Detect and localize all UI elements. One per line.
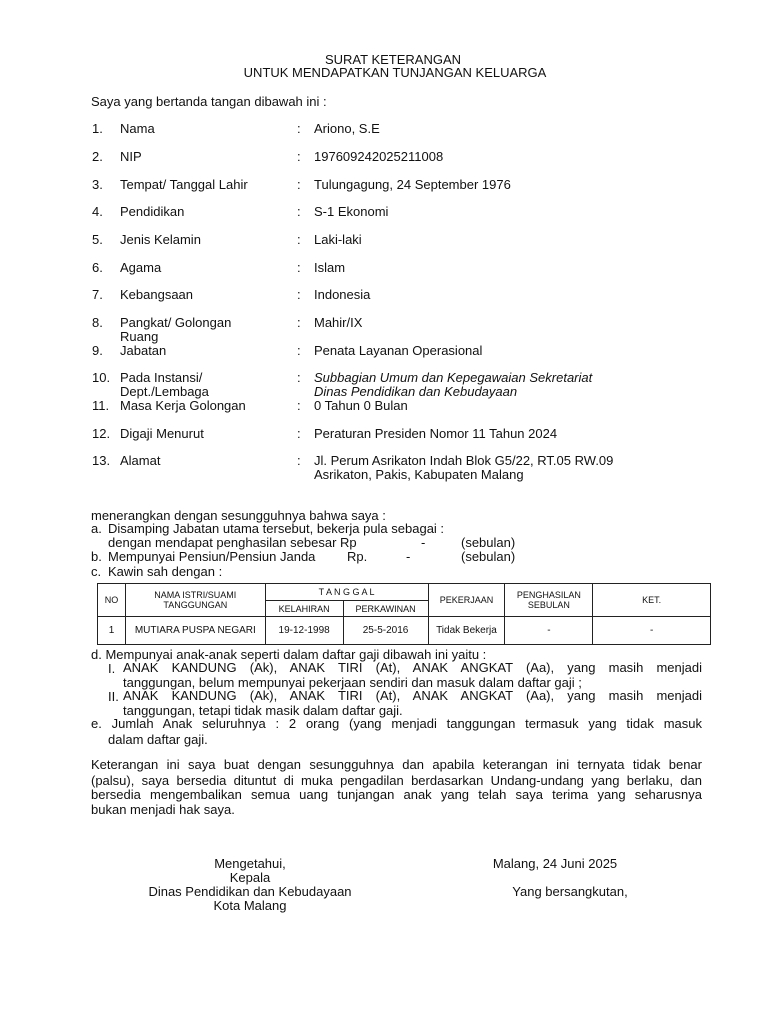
cell-perkawinan: 25-5-2016	[343, 617, 428, 645]
field-value: Subbagian Umum dan Kepegawaian Sekretariat	[314, 370, 593, 385]
field-number: 9.	[92, 343, 103, 358]
field-value: Laki-laki	[314, 232, 362, 247]
menerangkan-text: menerangkan dengan sesungguhnya bahwa saya :	[91, 508, 386, 523]
item-d-i-line2: tanggungan, belum mempunyai pekerjaan sendiri dan masuk dalam daftar gaji ;	[123, 675, 582, 690]
field-colon: :	[297, 177, 301, 192]
field-label: Alamat	[120, 453, 161, 468]
closing-line-2: (palsu), saya bersedia dituntut di muka pengadilan berdasarkan Undang-undang yang berlaku, dan	[91, 773, 702, 788]
field-label: Agama	[120, 260, 162, 275]
title-line-2: UNTUK MENDAPATKAN TUNJANGAN KELUARGA	[243, 65, 547, 80]
sign-right-date: Malang, 24 Juni 2025	[492, 856, 618, 871]
cell-ket: -	[593, 617, 711, 645]
header-penghasilan-line2: SEBULAN	[527, 600, 570, 610]
item-b-text: Mempunyai Pensiun/Pensiun Janda	[108, 549, 316, 564]
field-number: 2.	[92, 149, 103, 164]
field-value: 0 Tahun 0 Bulan	[314, 398, 408, 413]
closing-line-3: bersedia mengembalikan semua uang tunjangan anak yang telah saya terima yang seharusnya	[91, 787, 702, 802]
item-d-text: d. Mempunyai anak-anak seperti dalam daftar gaji dibawah ini yaitu :	[91, 647, 487, 662]
cell-kelahiran: 19-12-1998	[265, 617, 343, 645]
header-pekerjaan: PEKERJAAN	[428, 584, 505, 617]
field-colon: :	[297, 315, 301, 330]
item-a-unit: (sebulan)	[461, 535, 516, 550]
item-d-ii-line1: ANAK KANDUNG (Ak), ANAK TIRI (At), ANAK ANGKAT (Aa), yang masih menjadi	[123, 688, 702, 703]
field-value: S-1 Ekonomi	[314, 204, 389, 219]
cell-no: 1	[98, 617, 126, 645]
closing-line-1: Keterangan ini saya buat dengan sesungguhnya dan apabila keterangan ini ternyata tidak benar	[91, 757, 702, 772]
cell-nama: MUTIARA PUSPA NEGARI	[125, 617, 265, 645]
header-kelahiran: KELAHIRAN	[265, 601, 343, 617]
field-colon: :	[297, 343, 301, 358]
field-label: Pendidikan	[120, 204, 185, 219]
header-perkawinan: PERKAWINAN	[343, 601, 428, 617]
item-c-letter: c.	[91, 564, 102, 579]
field-number: 7.	[92, 287, 103, 302]
field-value: Islam	[314, 260, 346, 275]
header-penghasilan	[505, 584, 593, 617]
field-number: 3.	[92, 177, 103, 192]
header-ket: KET.	[593, 584, 711, 617]
item-b-letter: b.	[91, 549, 102, 564]
field-colon: :	[297, 398, 301, 413]
header-tanggal: T A N G G A L	[265, 584, 428, 601]
field-label: Jabatan	[120, 343, 167, 358]
table-row	[98, 617, 711, 645]
field-value: Penata Layanan Operasional	[314, 343, 483, 358]
item-d-ii-line2: tanggungan, tetapi tidak masik dalam daftar gaji.	[123, 703, 403, 718]
field-number: 13.	[92, 453, 111, 468]
field-colon: :	[297, 204, 301, 219]
field-label: Jenis Kelamin	[120, 232, 201, 247]
item-a-text: Disamping Jabatan utama tersebut, bekerja pula sebagai :	[108, 521, 445, 536]
field-colon: :	[297, 370, 301, 385]
field-colon: :	[297, 426, 301, 441]
cell-pekerjaan: Tidak Bekerja	[428, 617, 505, 645]
field-colon: :	[297, 260, 301, 275]
sign-right-bersangkutan: Yang bersangkutan,	[512, 884, 628, 899]
field-value: Tulungagung, 24 September 1976	[314, 177, 511, 192]
field-value-line2: Asrikaton, Pakis, Kabupaten Malang	[314, 467, 524, 482]
item-b-rp: Rp.	[347, 549, 368, 564]
sign-left-kota: Kota Malang	[213, 898, 287, 913]
field-label: Masa Kerja Golongan	[120, 398, 246, 413]
item-a-dash: -	[421, 535, 426, 550]
field-number: 12.	[92, 426, 111, 441]
field-label-line2: Ruang	[120, 329, 159, 344]
field-colon: :	[297, 121, 301, 136]
header-penghasilan-line1: PENGHASILAN	[516, 590, 581, 600]
item-d-i-num: I.	[108, 661, 116, 676]
field-colon: :	[297, 149, 301, 164]
spouse-table	[97, 583, 711, 645]
field-number: 6.	[92, 260, 103, 275]
item-d-i-line1: ANAK KANDUNG (Ak), ANAK TIRI (At), ANAK ANGKAT (Aa), yang masih menjadi	[123, 660, 702, 675]
item-d-ii-num: II.	[108, 689, 119, 704]
closing-line-4: bukan menjadi hak saya.	[91, 802, 235, 817]
header-nama-line2: TANGGUNGAN	[163, 600, 228, 610]
intro-text: Saya yang bertanda tangan dibawah ini :	[91, 94, 327, 109]
item-c-text: Kawin sah dengan :	[108, 564, 223, 579]
title-line-1: SURAT KETERANGAN	[324, 52, 462, 67]
field-number: 11.	[92, 398, 110, 413]
item-a-letter: a.	[91, 521, 102, 536]
item-e-line2: dalam daftar gaji.	[108, 732, 208, 747]
sign-left-kepala: Kepala	[229, 870, 271, 885]
item-a-sub: dengan mendapat penghasilan sebesar Rp	[108, 535, 357, 550]
header-nama	[125, 584, 265, 617]
sign-left-mengetahui: Mengetahui,	[214, 856, 286, 871]
field-number: 4.	[92, 204, 103, 219]
item-b-unit: (sebulan)	[461, 549, 516, 564]
sign-left-dinas: Dinas Pendidikan dan Kebudayaan	[148, 884, 352, 899]
field-number: 8.	[92, 315, 103, 330]
field-label: Pada Instansi/	[120, 370, 203, 385]
field-value: Indonesia	[314, 287, 371, 302]
field-value: Ariono, S.E	[314, 121, 380, 136]
field-label: Pangkat/ Golongan	[120, 315, 232, 330]
item-b-dash: -	[406, 549, 411, 564]
field-label: Tempat/ Tanggal Lahir	[120, 177, 248, 192]
field-number: 5.	[92, 232, 103, 247]
field-colon: :	[297, 453, 301, 468]
field-value: Jl. Perum Asrikaton Indah Blok G5/22, RT.05 RW.09	[314, 453, 614, 468]
field-number: 10.	[92, 370, 111, 385]
field-colon: :	[297, 232, 301, 247]
field-value-line2: Dinas Pendidikan dan Kebudayaan	[314, 384, 518, 399]
header-nama-line1: NAMA ISTRI/SUAMI	[154, 590, 237, 600]
item-e-line1: e. Jumlah Anak seluruhnya : 2 orang (yang menjadi tanggungan termasuk yang tidak masuk	[91, 716, 702, 731]
field-label: Nama	[120, 121, 155, 136]
field-colon: :	[297, 287, 301, 302]
field-value: 197609242025211008	[314, 149, 444, 164]
cell-penghasilan: -	[505, 617, 593, 645]
field-label: Kebangsaan	[120, 287, 194, 302]
field-number: 1.	[92, 121, 103, 136]
header-no: NO	[98, 584, 126, 617]
field-value: Mahir/IX	[314, 315, 363, 330]
field-label: Digaji Menurut	[120, 426, 204, 441]
field-label: NIP	[120, 149, 142, 164]
field-value: Peraturan Presiden Nomor 11 Tahun 2024	[314, 426, 558, 441]
field-label-line2: Dept./Lembaga	[120, 384, 209, 399]
